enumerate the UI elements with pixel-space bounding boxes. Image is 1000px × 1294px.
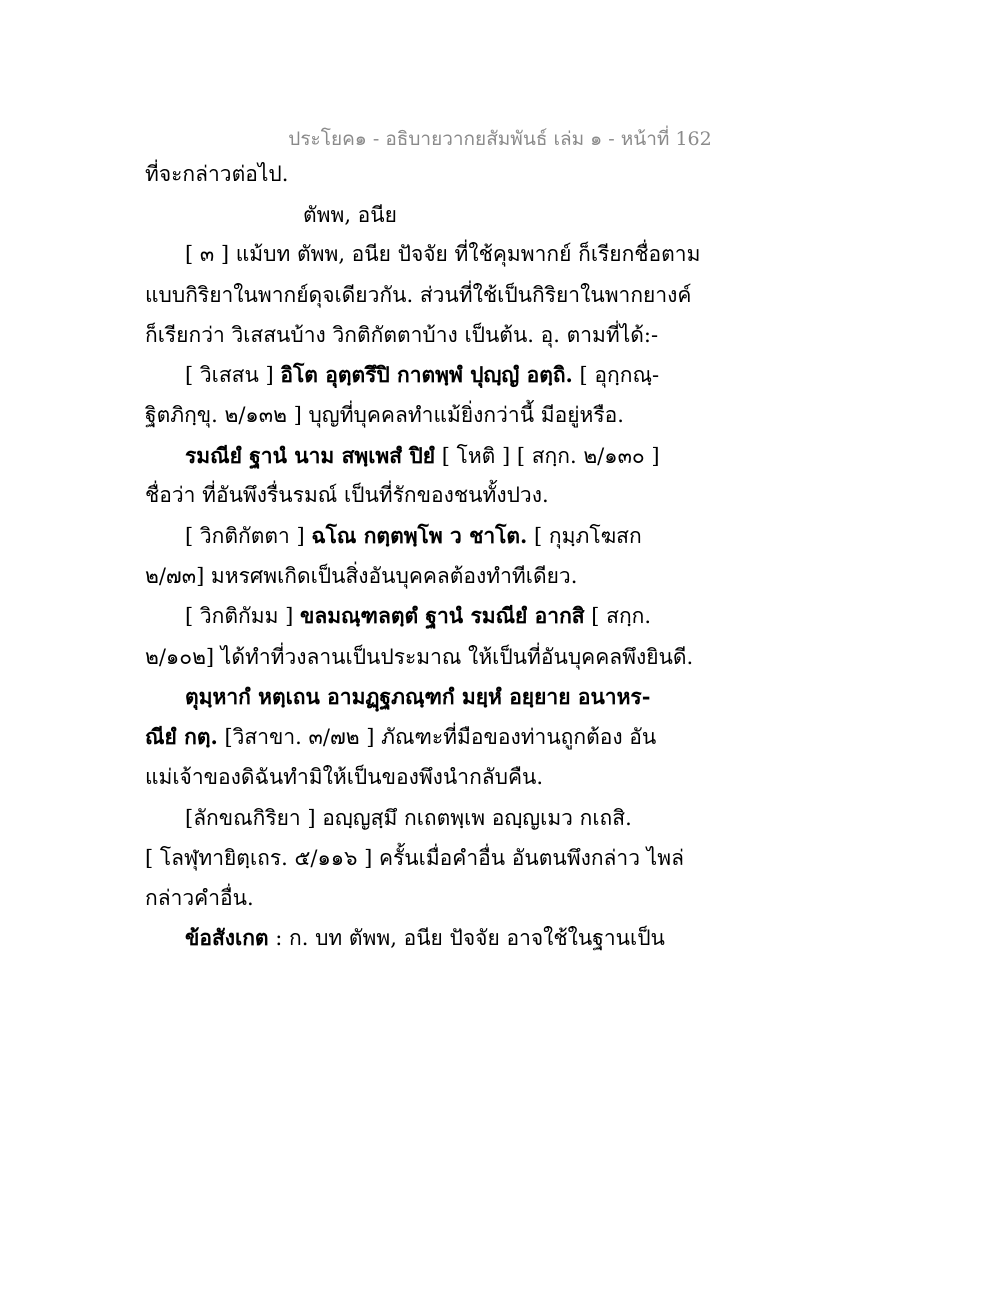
pali-example: ตุมฺหากํ หตฺเถน อามฏฺฐภณฺฑกํ มยฺหํ อยฺยาย อนาหร- (185, 684, 651, 709)
category-label: [ วิเสสน ] (185, 363, 281, 387)
text-line: ฐิตภิกฺขุ. ๒/๑๓๒ ] บุญที่บุคคลทำแม้ยิ่งกว่านี้ มีอยู่หรือ. (145, 403, 624, 427)
note-label: ข้อสังเกต (185, 925, 269, 950)
pali-example: รมณียํ ฐานํ นาม สพฺเพสํ ปิยํ (185, 443, 436, 468)
text-line (185, 522, 642, 550)
section-heading: ตัพพ, อนีย (303, 203, 397, 227)
text-line (185, 683, 650, 711)
pali-example: ณียํ กตฺ. (145, 724, 218, 749)
text-line (185, 442, 660, 470)
citation: [ สกฺก. (584, 604, 652, 628)
text-line: ๒/๑๐๒] ได้ทำที่วงลานเป็นประมาณ ให้เป็นที่อันบุคคลพึงยินดี. (145, 645, 694, 669)
citation: [วิสาขา. ๓/๗๒ ] ภัณฑะที่มือของท่านถูกต้อง อัน (217, 725, 657, 749)
citation: [ โหติ ] [ สกฺก. ๒/๑๓๐ ] (435, 444, 660, 468)
text-line: ที่จะกล่าวต่อไป. (145, 162, 289, 186)
text-line: ๒/๗๓] มหรศพเกิดเป็นสิ่งอันบุคคลต้องทำทีเดียว. (145, 564, 578, 588)
text-line (185, 924, 665, 952)
text-line: ก็เรียกว่า วิเสสนบ้าง วิกติกัตตาบ้าง เป็นต้น. อุ. ตามที่ได้:- (145, 323, 659, 347)
text-line (145, 723, 656, 751)
note-text: : ก. บท ตัพพ, อนีย ปัจจัย อาจใช้ในฐานเป็น (268, 926, 665, 950)
text-line: กล่าวคำอื่น. (145, 886, 254, 910)
text-line (185, 602, 651, 630)
citation: [ กุมฺภโฆสก (527, 524, 642, 548)
text-line: ชื่อว่า ที่อันพึงรื่นรมณ์ เป็นที่รักของชนทั้งปวง. (145, 483, 549, 507)
category-label: [ วิกติกัมม ] (185, 604, 300, 628)
pali-example: ฉโณ กตฺตพฺโพ ว ชาโต. (311, 523, 528, 548)
page-header: ประโยค๑ - อธิบายวากยสัมพันธ์ เล่ม ๑ - หน้าที่ 162 (288, 128, 712, 150)
text-line (185, 361, 659, 389)
pali-example: ขลมณฺฑลตฺตํ ฐานํ รมณียํ อากสิ (299, 603, 585, 628)
category-label: [ วิกติกัตตา ] (185, 524, 312, 548)
citation: [ อุกฺกณฺ- (572, 363, 660, 387)
text-line: [ โลฬุทายิตฺเถร. ๕/๑๑๖ ] ครั้นเมื่อคำอื่น อันตนพึงกล่าว ไพล่ (145, 846, 684, 870)
text-line: [ลักขณกิริยา ] อญฺญสฺมึ กเถตพฺเพ อญฺญเมว กเถสิ. (185, 806, 632, 830)
pali-example: อิโต อุตฺตรึปิ กาตพฺพํ ปุญฺญํ อตฺถิ. (280, 362, 573, 387)
text-line: แม่เจ้าของดิฉันทำมิให้เป็นของพึงนำกลับคืน. (145, 765, 544, 789)
text-line: แบบกิริยาในพากย์ดุจเดียวกัน. ส่วนที่ใช้เป็นกิริยาในพากยางค์ (145, 283, 692, 307)
text-line: [ ๓ ] แม้บท ตัพพ, อนีย ปัจจัย ที่ใช้คุมพากย์ ก็เรียกชื่อตาม (185, 242, 701, 266)
